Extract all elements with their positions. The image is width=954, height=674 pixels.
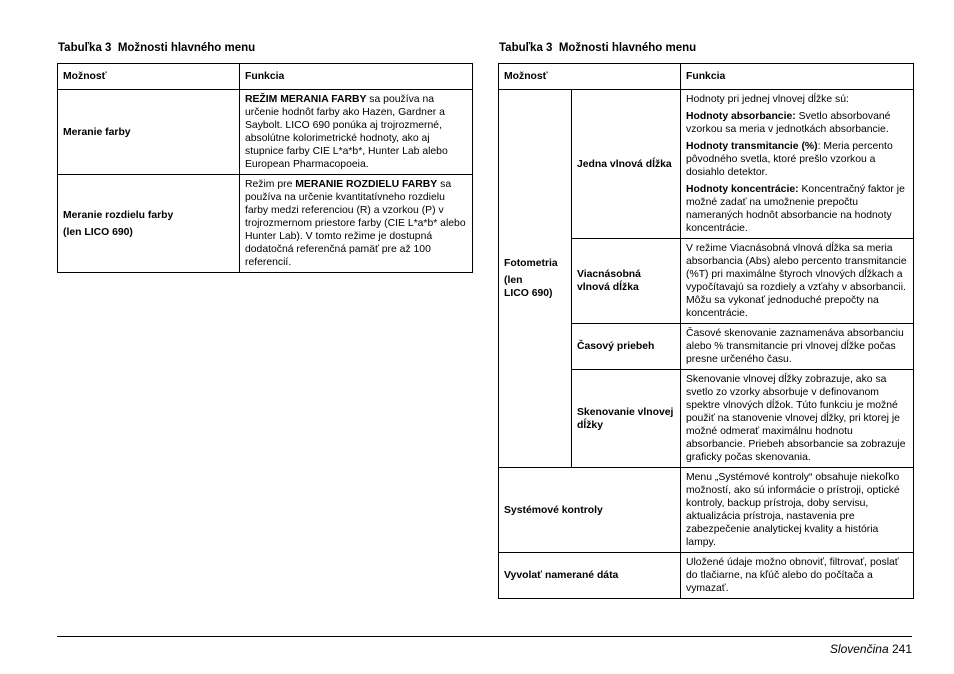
option-color-difference (58, 175, 240, 273)
function-recall-data: Uložené údaje možno obnoviť, filtrovať, poslať do tlačiarne, na kľúč alebo do počítača a vymazať. (681, 553, 914, 599)
function-time-course: Časové skenovanie zaznamenáva absorbanciu alebo % transmitancie pri vlnovej dĺžke počas presne určeného času. (681, 324, 914, 370)
description-text: sa používa na určenie kvantitatívneho rozdielu farby medzi referenciou (R) a vzorkou (P) v trojrozmernom priestore farby (CIE L*a*b* alebo Hunter Lab). V tomto režime je dostupná dodatočná referenčná pamäť pre až 100 referencií. (245, 179, 466, 268)
header-option: Možnosť (499, 64, 681, 90)
footer-language: Slovenčina (829, 642, 889, 656)
bold-term: REŽIM MERANIA FARBY (245, 94, 367, 105)
function-system-checks: Menu „Systémové kontroly“ obsahuje niekoľko možností, ako sú informácie o prístroji, optické kontroly, backup prístroja, doby servisu, aktualizácia prístroja, nastavenia pre zabezpečenie analytickej kvality a história lampy. (681, 468, 914, 553)
description-text: Hodnoty pri jednej vlnovej dĺžke sú: (686, 94, 849, 105)
option-note: (len LICO 690) (504, 275, 553, 299)
function-multi-wavelength: V režime Viacnásobná vlnová dĺžka sa meria absorbancia (Abs) alebo percento transmitancie (%T) pri maximálne štyroch vlnových dĺžkach a vypočítavajú sa rozdiely a vzťahy v absorbancii. Môžu sa vykonať jednoduché prepočty na koncentrácie. (681, 239, 914, 324)
option-recall-data: Vyvolať namerané dáta (499, 553, 681, 599)
header-function: Funkcia (240, 64, 473, 90)
page-number: 241 (891, 642, 912, 656)
description-text: sa používa na určenie hodnôt farby ako Hazen, Gardner a Saybolt. LICO 690 ponúka aj trojrozmerné, absolútne kolorimetrické hodnoty, ako aj stupnice farby CIE L*a*b*, Hunter Lab alebo European Pharmacopoeia. (245, 94, 448, 170)
table-row (58, 90, 473, 175)
function-color-difference (240, 175, 473, 273)
description-prefix: Režim pre (245, 179, 296, 190)
table-row (499, 553, 914, 599)
option-color-measurement: Meranie farby (58, 90, 240, 175)
table-header-row (58, 64, 473, 90)
table-row (499, 468, 914, 553)
bold-term: MERANIE ROZDIELU FARBY (295, 179, 438, 190)
option-system-checks: Systémové kontroly (499, 468, 681, 553)
function-color-measurement (240, 90, 473, 175)
suboption-multi-wavelength: Viacnásobná vlnová dĺžka (572, 239, 681, 324)
option-note: (len LICO 690) (63, 226, 133, 238)
suboption-time-course: Časový priebeh (572, 324, 681, 370)
option-label: Meranie rozdielu farby (63, 209, 174, 221)
right-table-caption: Tabuľka 3 Možnosti hlavného menu (499, 42, 697, 54)
function-single-wavelength (681, 90, 914, 239)
footer-divider (57, 636, 912, 637)
header-option: Možnosť (58, 64, 240, 90)
option-photometry (499, 90, 572, 468)
table-row (58, 175, 473, 273)
header-function: Funkcia (681, 64, 914, 90)
description-text: Hodnoty koncentrácie: Koncentračný faktor je možné zadať na umožnenie prepočtu nameraných hodnôt absorbancie na hodnoty koncentrácie. (686, 184, 905, 234)
description-text: Hodnoty absorbancie: Svetlo absorbované vzorkou sa meria v jednotkách absorbancie. (686, 111, 891, 135)
description-text: Hodnoty transmitancie (%): Meria percento pôvodného svetla, ktoré prešlo vzorkou a dosiahlo detektor. (686, 141, 893, 178)
suboption-single-wavelength: Jedna vlnová dĺžka (572, 90, 681, 239)
suboption-wavelength-scan: Skenovanie vlnovej dĺžky (572, 370, 681, 468)
option-label: Fotometria (504, 258, 558, 269)
left-options-table (57, 63, 473, 273)
table-row (499, 90, 914, 239)
page-footer (830, 642, 912, 656)
table-header-row (499, 64, 914, 90)
left-table-caption: Tabuľka 3 Možnosti hlavného menu (58, 42, 256, 54)
right-options-table (498, 63, 914, 599)
function-wavelength-scan: Skenovanie vlnovej dĺžky zobrazuje, ako sa svetlo zo vzorky absorbuje v definovanom spektre vlnových dĺžok. Túto funkciu je možné použiť na stanovenie vlnovej dĺžky, pri ktorej je možné odmerať maximálnu hodnotu absorbancie. Priebeh absorbancie sa zobrazuje graficky počas skenovania. (681, 370, 914, 468)
